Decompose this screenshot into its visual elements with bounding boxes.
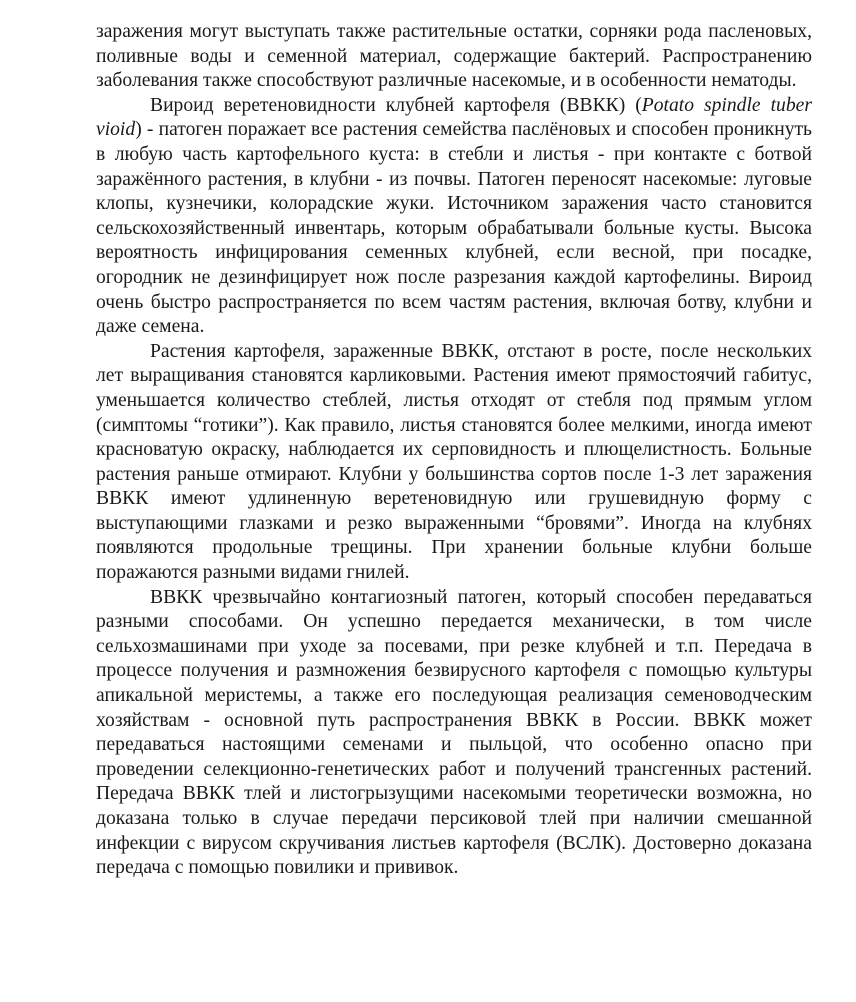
paragraph-text-start: Вироид веретеновидности клубней картофеля (ВВКК) ( <box>150 94 642 116</box>
paragraph-infection-sources: заражения могут выступать также растительные остатки, сорняки рода пасленовых, поливные воды и семенной материал, содержащие бактерий. Распространению заболевания также способствуют различные насекомые, и в особенности нематоды. <box>96 21 812 92</box>
document-page <box>96 20 812 881</box>
paragraph-pstvd-description <box>96 94 812 340</box>
paragraph-text-end: ) - патоген поражает все растения семейства паслёновых и способен проникнуть в любую часть картофельного куста: в стебли и листья - при контакте с ботвой заражённого растения, в клубни - из почвы. Патоген переносят насекомые: луговые клопы, кузнечики, колорадские жуки. Источником заражения часто становится сельскохозяйственный инвентарь, которым обрабатывали больные кусты. Высока вероятность инфицирования семенных клубней, если весной, при посадке, огородник не дезинфицирует нож после разрезания каждой картофелины. Вироид очень быстро распространяется по всем частям растения, включая ботву, клубни и даже семена. <box>96 119 812 338</box>
paragraph-symptoms: Растения картофеля, зараженные ВВКК, отстают в росте, после нескольких лет выращивания становятся карликовыми. Растения имеют прямостоячий габитус, уменьшается количество стеблей, листья отходят от стебля под прямым углом (симптомы “готики”). Как правило, листья становятся более мелкими, иногда имеют красноватую окраску, наблюдается их серповидность и плющелистность. Больные растения раньше отмирают. Клубни у большинства сортов после 1-3 лет заражения ВВКК имеют удлиненную веретеновидную или грушевидную форму с выступающими глазками и резко выраженными “бровями”. Иногда на клубнях появляются продольные трещины. При хранении больные клубни больше поражаются разными видами гнилей. <box>96 340 812 584</box>
paragraph-transmission: ВВКК чрезвычайно контагиозный патоген, который способен передаваться разными способами. Он успешно передается механически, в том числе сельхозмашинами при уходе за посевами, при резке клубней и т.п. Передача в процессе получения и размножения безвирусного картофеля с помощью культуры апикальной меристемы, а также его последующая реализация семеноводческим хозяйствам - основной путь распространения ВВКК в России. ВВКК может передаваться настоящими семенами и пыльцой, что особенно опасно при проведении селекционно-генетических работ и получений трансгенных растений. Передача ВВКК тлей и листогрызущими насекомыми теоретически возможна, но доказана только в случае передачи персиковой тлей при наличии смешанной инфекции с вирусом скручивания листьев картофеля (ВСЛК). Достоверно доказана передача с помощью повилики и прививок. <box>96 586 812 879</box>
latin-name-italic: Potato spindle tuber vioid <box>96 94 812 141</box>
